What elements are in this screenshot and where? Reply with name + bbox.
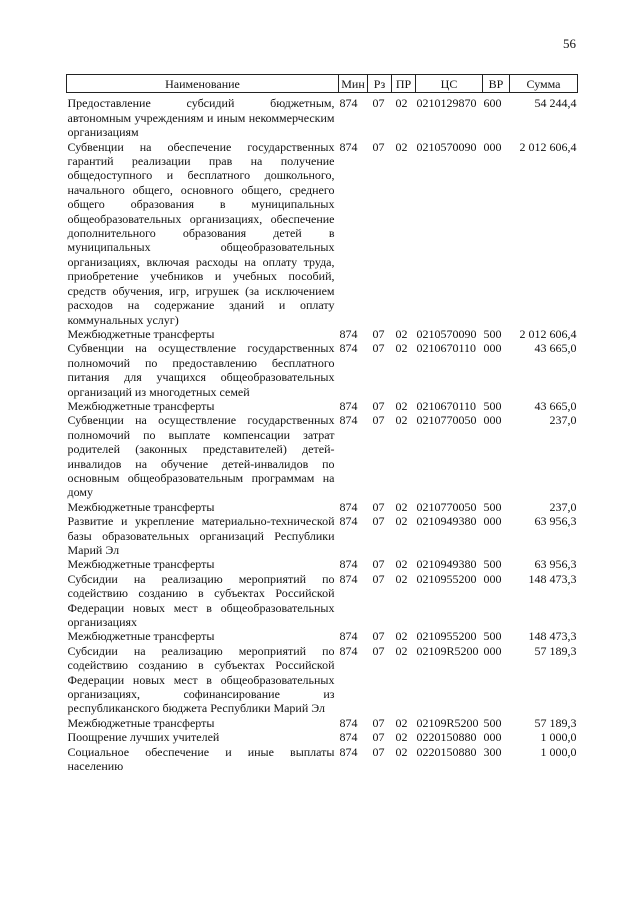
- row-name: Социальное обеспечение и иные выплаты населению: [67, 744, 335, 774]
- row-name: Субвенции на осуществление государственных полномочий по выплате компенсации затрат родителей (законных представителей) детей-инвалидов на обучение детей-инвалидов по основным общеобразовательным программам на дому: [67, 413, 335, 500]
- row-name: Субвенции на осуществление государственных полномочий по предоставлению бесплатного питания для учащихся общеобразовательных организаций из многодетных семей: [67, 341, 335, 399]
- budget-table: [66, 74, 578, 774]
- row-pr: 02: [395, 96, 408, 111]
- row-vr: 000: [483, 643, 502, 658]
- row-sum: 57 189,3: [534, 715, 577, 730]
- table-row: [67, 341, 578, 399]
- row-sum: 2 012 606,4: [519, 139, 577, 154]
- header-rz: Рз: [368, 75, 392, 93]
- row-sum: 2 012 606,4: [519, 326, 577, 341]
- row-sum: 57 189,3: [534, 643, 577, 658]
- row-rz: 07: [372, 730, 385, 745]
- row-min: 874: [339, 398, 358, 413]
- row-vr: 000: [483, 341, 502, 356]
- row-name: Межбюджетные трансферты: [67, 557, 215, 572]
- row-sum: 148 473,3: [528, 571, 577, 586]
- row-name: Межбюджетные трансферты: [67, 499, 215, 514]
- row-min: 874: [339, 629, 358, 644]
- row-vr: 500: [483, 629, 502, 644]
- row-pr: 02: [395, 629, 408, 644]
- table-row: [67, 629, 578, 643]
- row-sum: 148 473,3: [528, 629, 577, 644]
- row-vr: 500: [483, 499, 502, 514]
- table-row: [67, 500, 578, 514]
- row-name: Развитие и укрепление материально-технической базы образовательных организаций Республики Марий Эл: [67, 514, 335, 557]
- row-min: 874: [339, 139, 358, 154]
- row-vr: 000: [483, 514, 502, 529]
- row-rz: 07: [372, 413, 385, 428]
- row-sum: 1 000,0: [540, 744, 577, 759]
- row-min: 874: [339, 96, 358, 111]
- header-min: Мин: [339, 75, 368, 93]
- row-cs: 02109R5200: [416, 643, 479, 658]
- row-cs: 0210955200: [416, 629, 477, 644]
- row-cs: 0210770050: [416, 499, 477, 514]
- row-min: 874: [339, 643, 358, 658]
- row-min: 874: [339, 571, 358, 586]
- row-pr: 02: [395, 715, 408, 730]
- row-rz: 07: [372, 557, 385, 572]
- row-min: 874: [339, 514, 358, 529]
- table-row: [67, 745, 578, 774]
- row-cs: 0210670110: [416, 398, 477, 413]
- table-row: [67, 93, 578, 140]
- row-rz: 07: [372, 514, 385, 529]
- row-min: 874: [339, 715, 358, 730]
- row-pr: 02: [395, 557, 408, 572]
- row-pr: 02: [395, 571, 408, 586]
- row-pr: 02: [395, 730, 408, 745]
- row-name: Предоставление субсидий бюджетным, автономным учреждениям и иным некоммерческим организациям: [67, 96, 335, 140]
- row-sum: 237,0: [549, 413, 577, 428]
- table-row: [67, 514, 578, 557]
- row-name: Межбюджетные трансферты: [67, 326, 215, 341]
- table-header-row: [67, 75, 578, 93]
- table-row: [67, 140, 578, 327]
- row-cs: 0220150880: [416, 730, 477, 745]
- row-cs: 0210949380: [416, 557, 477, 572]
- row-cs: 0210570090: [416, 139, 477, 154]
- row-vr: 500: [483, 715, 502, 730]
- row-vr: 500: [483, 557, 502, 572]
- row-sum: 63 956,3: [534, 557, 577, 572]
- row-pr: 02: [395, 326, 408, 341]
- header-cs: ЦС: [416, 75, 483, 93]
- row-vr: 000: [483, 730, 502, 745]
- row-pr: 02: [395, 499, 408, 514]
- header-sum: Сумма: [510, 75, 578, 93]
- row-rz: 07: [372, 326, 385, 341]
- table-row: [67, 327, 578, 341]
- row-cs: 0210129870: [416, 96, 477, 111]
- header-vr: ВР: [483, 75, 510, 93]
- table-row: [67, 644, 578, 716]
- row-rz: 07: [372, 499, 385, 514]
- row-name: Субсидии на реализацию мероприятий по содействию созданию в субъектах Российской Федерации новых мест в общеобразовательных организациях, софинансирование из республиканского бюджета Республики Марий Эл: [67, 643, 335, 716]
- table-row: [67, 399, 578, 413]
- row-pr: 02: [395, 514, 408, 529]
- row-sum: 43 665,0: [534, 341, 577, 356]
- row-name: Субсидии на реализацию мероприятий по содействию созданию в субъектах Российской Федерации новых мест в общеобразовательных организациях: [67, 571, 335, 630]
- row-cs: 0220150880: [416, 744, 477, 759]
- header-name: Наименование: [67, 75, 339, 93]
- row-cs: 0210570090: [416, 326, 477, 341]
- row-vr: 500: [483, 398, 502, 413]
- row-cs: 02109R5200: [416, 715, 479, 730]
- row-sum: 43 665,0: [534, 398, 577, 413]
- row-cs: 0210955200: [416, 571, 477, 586]
- row-sum: 1 000,0: [540, 730, 577, 745]
- row-sum: 63 956,3: [534, 514, 577, 529]
- row-vr: 500: [483, 326, 502, 341]
- row-name: Межбюджетные трансферты: [67, 629, 215, 644]
- row-rz: 07: [372, 571, 385, 586]
- row-pr: 02: [395, 643, 408, 658]
- table-row: [67, 413, 578, 499]
- row-pr: 02: [395, 398, 408, 413]
- table-body: [67, 93, 578, 774]
- row-rz: 07: [372, 398, 385, 413]
- row-name: Межбюджетные трансферты: [67, 398, 215, 413]
- row-rz: 07: [372, 629, 385, 644]
- table-row: [67, 716, 578, 730]
- row-min: 874: [339, 413, 358, 428]
- row-cs: 0210670110: [416, 341, 477, 356]
- header-pr: ПР: [392, 75, 416, 93]
- row-min: 874: [339, 730, 358, 745]
- row-rz: 07: [372, 139, 385, 154]
- row-vr: 300: [483, 744, 502, 759]
- row-name: Субвенции на обеспечение государственных гарантий реализации прав на получение общедоступного и бесплатного дошкольного, начального общего, основного общего, среднего общего образования в муниципальных общеобразовательных организациях, обеспечение дополнительного образования детей в муниципальных общеобразовательных организациях, включая расходы на оплату труда, приобретение учебников и учебных пособий, средств обучения, игр, игрушек (за исключением расходов на содержание зданий и оплату коммунальных услуг): [67, 139, 335, 327]
- row-pr: 02: [395, 139, 408, 154]
- row-rz: 07: [372, 643, 385, 658]
- row-rz: 07: [372, 744, 385, 759]
- row-vr: 000: [483, 571, 502, 586]
- row-vr: 000: [483, 139, 502, 154]
- row-pr: 02: [395, 744, 408, 759]
- row-min: 874: [339, 326, 358, 341]
- row-pr: 02: [395, 341, 408, 356]
- row-vr: 600: [483, 96, 502, 111]
- table-row: [67, 730, 578, 744]
- row-rz: 07: [372, 715, 385, 730]
- row-name: Межбюджетные трансферты: [67, 715, 215, 730]
- page-number: 56: [563, 36, 576, 51]
- row-name: Поощрение лучших учителей: [67, 730, 220, 745]
- table-row: [67, 572, 578, 630]
- row-min: 874: [339, 499, 358, 514]
- row-cs: 0210949380: [416, 514, 477, 529]
- row-min: 874: [339, 557, 358, 572]
- row-pr: 02: [395, 413, 408, 428]
- row-rz: 07: [372, 96, 385, 111]
- row-cs: 0210770050: [416, 413, 477, 428]
- row-min: 874: [339, 744, 358, 759]
- row-rz: 07: [372, 341, 385, 356]
- row-sum: 237,0: [549, 499, 577, 514]
- row-vr: 000: [483, 413, 502, 428]
- row-min: 874: [339, 341, 358, 356]
- row-sum: 54 244,4: [534, 96, 577, 111]
- table-row: [67, 557, 578, 571]
